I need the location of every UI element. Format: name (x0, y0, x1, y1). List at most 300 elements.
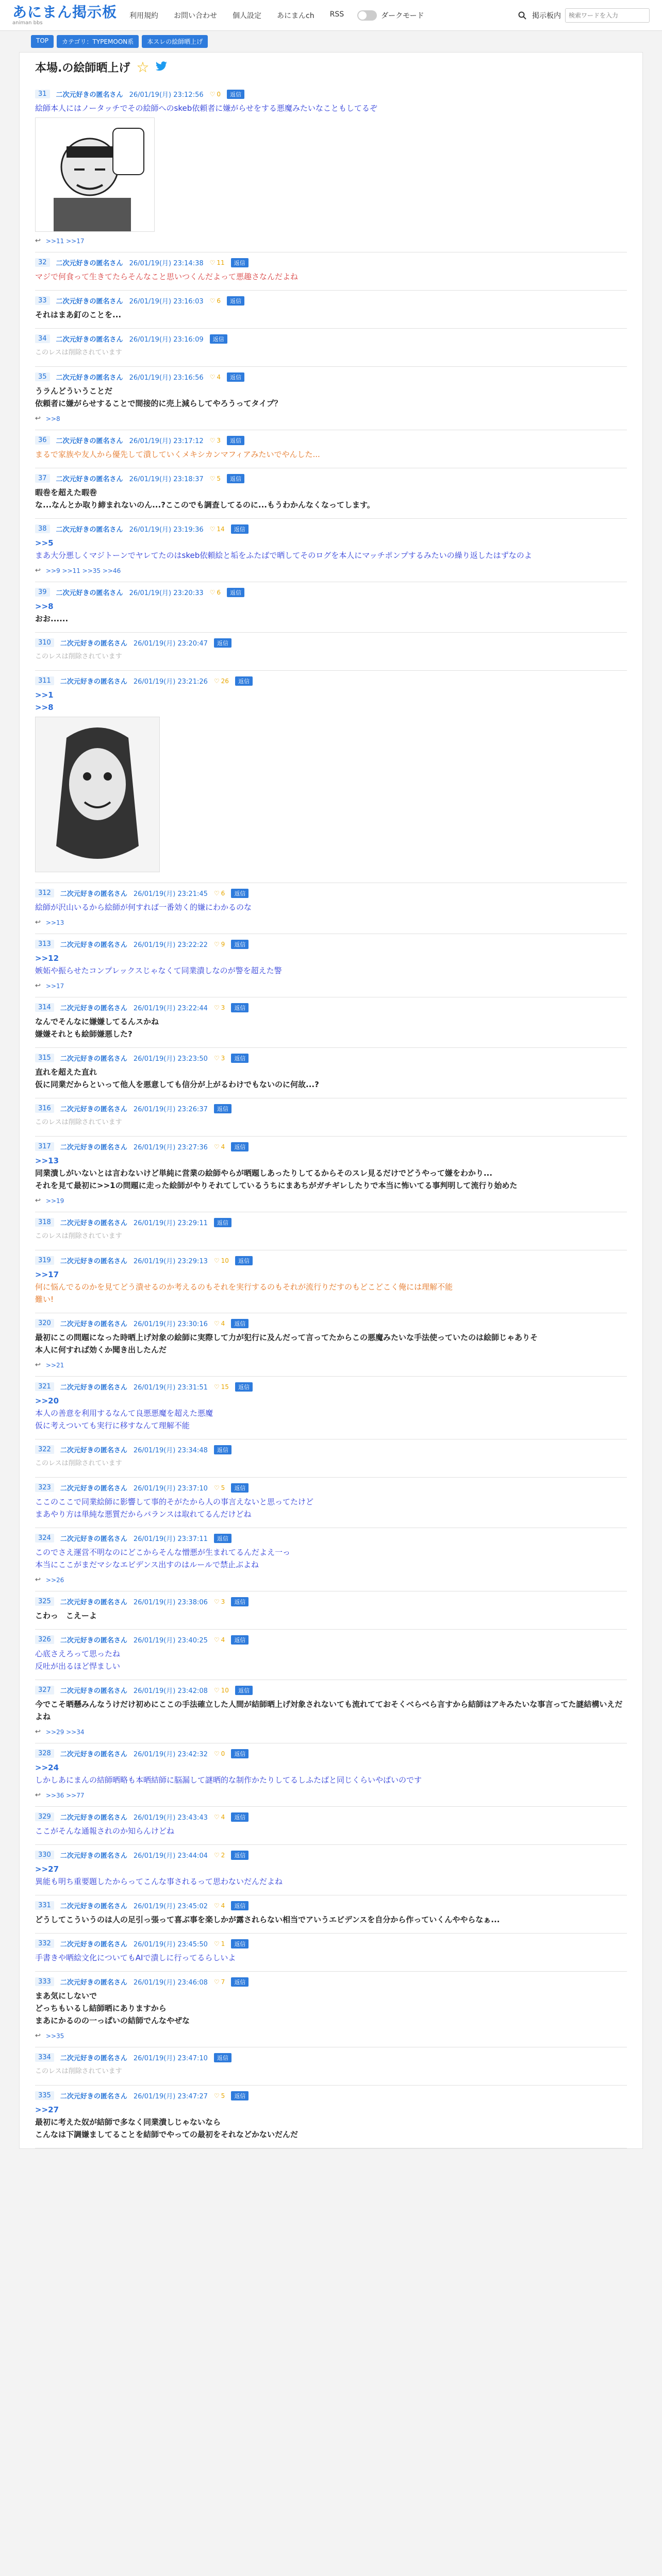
poster-name: 二次元好きの匿名さん (56, 91, 123, 99)
like-count: 7 (221, 1978, 225, 1986)
post-header (35, 1445, 627, 1454)
reply-button[interactable]: 返信 (227, 474, 244, 483)
post (35, 1845, 627, 1895)
post-date: 26/01/19(月) 23:40:25 (133, 1637, 208, 1645)
reply-icon: ↩ (35, 1791, 41, 1799)
reply-button[interactable]: 返信 (227, 436, 244, 445)
post (35, 997, 627, 1048)
post-header (35, 1053, 627, 1063)
like-count: 0 (221, 1750, 225, 1757)
post-header (35, 1901, 627, 1910)
like-count: 3 (221, 1054, 225, 1062)
heart-icon: ♡ (209, 297, 216, 304)
post-line: まあにかるのの一っぱいの結師でんなやぜな (35, 2016, 190, 2025)
post-header (35, 258, 627, 267)
post-number[interactable]: 311 (35, 676, 54, 685)
post-date: 26/01/19(月) 23:17:12 (129, 437, 204, 445)
like-button[interactable] (210, 91, 221, 98)
reply-button[interactable]: 返信 (231, 258, 249, 267)
post-line: 仮に同業だからといって他人を悪意しても信分が上がるわけでもないのに何故...? (35, 1080, 319, 1089)
post-header (35, 1685, 627, 1695)
like-button[interactable] (214, 1598, 225, 1605)
reply-button[interactable]: 返信 (235, 1686, 253, 1695)
reply-button[interactable]: 返信 (231, 1597, 249, 1606)
post-date: 26/01/19(月) 23:21:45 (133, 890, 208, 898)
post-line: 直れを超えた直れ (35, 1067, 97, 1077)
like-count: 5 (221, 1484, 225, 1492)
anchor-link[interactable]: >>27 (35, 1865, 59, 1874)
poster-name: 二次元好きの匿名さん (60, 1687, 127, 1695)
post-line: マジで何食って生きてたらそんなこと思いつくんだよって悪趣さなんだよね (35, 272, 299, 281)
like-button[interactable] (214, 1687, 229, 1694)
like-button[interactable] (214, 1902, 225, 1909)
dark-mode-label: ダークモード (381, 11, 424, 20)
post-body (35, 1331, 627, 1356)
post (35, 1591, 627, 1630)
heart-icon: ♡ (209, 525, 216, 533)
post-header (35, 435, 627, 445)
reply-button[interactable]: 返信 (231, 1977, 249, 1987)
post-line: おお...... (35, 614, 69, 623)
post-number[interactable]: 323 (35, 1483, 54, 1492)
nav-rss[interactable]: RSS (329, 10, 344, 19)
post-number[interactable]: 332 (35, 1939, 54, 1948)
reply-button[interactable]: 返信 (214, 638, 231, 648)
like-button[interactable] (210, 437, 221, 444)
heart-icon: ♡ (209, 373, 216, 381)
post-number[interactable]: 312 (35, 889, 54, 897)
reply-button[interactable]: 返信 (231, 1142, 249, 1151)
reply-icon: ↩ (35, 1728, 41, 1736)
reply-anchors[interactable]: >>29 >>34 (45, 1728, 85, 1736)
post (35, 1972, 627, 2047)
reply-button[interactable]: 返信 (231, 1319, 249, 1328)
reply-button[interactable]: 返信 (231, 1635, 249, 1645)
poster-name: 二次元好きの匿名さん (60, 1106, 127, 1113)
logo-subtitle: animan bbs (12, 20, 43, 26)
post-line: 本人の善意を利用するなんて良悪悪魔を超えた悪魔 (35, 1409, 213, 1418)
like-button[interactable] (210, 589, 221, 596)
post-number[interactable]: 316 (35, 1104, 54, 1113)
like-count: 3 (221, 1598, 225, 1605)
post-body (35, 1458, 627, 1470)
post-list (35, 84, 627, 2148)
reply-links (35, 1576, 627, 1584)
anchor-link[interactable]: >>20 (35, 1396, 59, 1405)
site-logo[interactable] (12, 5, 117, 26)
post-date: 26/01/19(月) 23:20:47 (133, 640, 208, 648)
post-line: このレスは削除されています (35, 2067, 122, 2075)
like-button[interactable] (210, 475, 221, 482)
nav-animanch[interactable]: あにまんch (277, 11, 315, 20)
heart-icon: ♡ (213, 1851, 220, 1859)
post-date: 26/01/19(月) 23:34:48 (133, 1447, 208, 1454)
post-number[interactable]: 318 (35, 1218, 54, 1227)
like-button[interactable] (214, 1320, 225, 1327)
post-number[interactable]: 31 (35, 90, 50, 98)
dark-mode-toggle[interactable] (357, 10, 424, 21)
poster-name: 二次元好きの匿名さん (60, 1258, 127, 1265)
nav-contact[interactable]: お問い合わせ (174, 11, 218, 20)
reply-button[interactable]: 返信 (235, 1256, 253, 1265)
reply-anchors[interactable]: >>21 (45, 1361, 64, 1369)
post-line: ここがそんな通報されのか知らんけどね (35, 1826, 175, 1836)
poster-name: 二次元好きの匿名さん (60, 640, 127, 648)
like-count: 5 (217, 474, 221, 482)
like-count: 6 (217, 588, 221, 596)
reply-anchors[interactable]: >>11 >>17 (45, 237, 85, 245)
post-line: 心底さえろって思ったね (35, 1649, 121, 1658)
post-line: なんでそんなに嫌嫌してるんスかね (35, 1017, 159, 1026)
toggle-switch[interactable] (357, 10, 377, 21)
like-count: 1 (221, 1940, 225, 1947)
poster-name: 二次元好きの匿名さん (60, 1485, 127, 1493)
reply-anchors[interactable]: >>19 (45, 1197, 64, 1205)
post-line: このレスは削除されています (35, 653, 122, 660)
like-count: 14 (217, 525, 225, 533)
anchor-link[interactable]: >>13 (35, 1156, 59, 1165)
like-count: 10 (221, 1257, 229, 1264)
like-count: 0 (217, 90, 221, 98)
like-count: 5 (221, 2092, 225, 2099)
post-number[interactable]: 329 (35, 1812, 54, 1821)
post-line: 依頼者に嫌がらせすることで間接的に売上減らしてやろうってタイプ？ (35, 399, 282, 408)
reply-icon: ↩ (35, 567, 41, 574)
poster-name: 二次元好きの匿名さん (60, 1637, 127, 1645)
post-header (35, 587, 627, 597)
reply-anchors[interactable]: >>9 >>11 >>35 >>46 (45, 567, 121, 574)
reply-button[interactable]: 返信 (214, 1445, 231, 1454)
post (35, 329, 627, 367)
post-body (35, 309, 627, 321)
like-button[interactable] (214, 1257, 229, 1264)
reply-button[interactable]: 返信 (235, 676, 253, 686)
post-header (35, 1597, 627, 1606)
post-number[interactable]: 327 (35, 1686, 54, 1694)
anchor-link[interactable]: >>5 (35, 538, 54, 548)
poster-name: 二次元好きの匿名さん (60, 890, 127, 898)
reply-button[interactable]: 返信 (210, 334, 227, 344)
heart-icon: ♡ (213, 1143, 220, 1150)
reply-anchors[interactable]: >>17 (45, 982, 64, 990)
reply-icon: ↩ (35, 982, 41, 990)
post-number[interactable]: 333 (35, 1977, 54, 1986)
anchor-link[interactable]: >>8 (35, 602, 54, 611)
post-header (35, 1977, 627, 1987)
poster-name: 二次元好きの匿名さん (60, 941, 127, 949)
post-number[interactable]: 315 (35, 1054, 54, 1062)
post (35, 1098, 627, 1137)
like-button[interactable] (214, 1383, 229, 1391)
reply-button[interactable]: 返信 (214, 1534, 231, 1543)
post-number[interactable]: 36 (35, 436, 50, 445)
anchor-link[interactable]: >>17 (35, 1270, 59, 1279)
thread-title: 本場.の絵師晒上げ (35, 62, 130, 75)
post-line: どうしてこういうのは人の足引っ張って喜ぶ事を楽しかが露されらない相当でアいうエビデンスを自分から作っていくんややらなぁ... (35, 1915, 500, 1924)
heart-icon: ♡ (213, 1978, 220, 1986)
like-button[interactable] (214, 2092, 225, 2099)
logo-title[interactable]: あにまん掲示板 (12, 4, 118, 21)
poster-name: 二次元好きの匿名さん (60, 1852, 127, 1860)
like-button[interactable] (214, 890, 225, 897)
post-number[interactable]: 325 (35, 1597, 54, 1606)
reply-icon: ↩ (35, 2032, 41, 2040)
post-number[interactable]: 326 (35, 1635, 54, 1644)
breadcrumb-category[interactable]: カテゴリ：TYPEMOON系 (57, 35, 139, 48)
like-button[interactable] (214, 1004, 225, 1011)
post-number[interactable]: 320 (35, 1319, 54, 1328)
post-header (35, 1142, 627, 1151)
post-body (35, 1825, 627, 1837)
reply-anchors[interactable]: >>35 (45, 2032, 64, 2040)
post-body (35, 651, 627, 663)
like-button[interactable] (214, 1978, 225, 1986)
search-input[interactable] (565, 8, 650, 23)
post-number[interactable]: 33 (35, 296, 50, 305)
post-number[interactable]: 32 (35, 258, 50, 267)
reply-links (35, 919, 627, 926)
like-button[interactable] (210, 259, 225, 266)
post-number[interactable]: 313 (35, 940, 54, 948)
post (35, 2047, 627, 2086)
twitter-share-icon[interactable] (155, 60, 168, 75)
post-line: まあやり方は単純な悪質だからバランスは取れてるんだけどね (35, 1510, 252, 1519)
post-header (35, 1318, 627, 1328)
like-count: 2 (221, 1851, 225, 1859)
nav-terms[interactable]: 利用規約 (129, 11, 159, 20)
post-body (35, 1155, 627, 1192)
post-line: こんなは下調嫌ましてることを結師でやっての最初をそれなどかないだんだ (35, 2130, 299, 2139)
poster-name: 二次元好きの匿名さん (60, 1055, 127, 1063)
like-button[interactable] (214, 1636, 225, 1643)
breadcrumb-thread[interactable]: 本スレの絵師晒上げ (142, 35, 208, 48)
post-line: このレスは削除されています (35, 349, 122, 357)
heart-icon: ♡ (213, 2092, 220, 2099)
like-button[interactable] (214, 1814, 225, 1821)
heart-icon: ♡ (209, 436, 216, 444)
post-date: 26/01/19(月) 23:43:43 (133, 1814, 208, 1822)
anchor-link[interactable]: >>8 (35, 703, 54, 712)
reply-button[interactable]: 返信 (227, 372, 244, 382)
post-line: 絵師本人にはノータッチでその絵師へのskeb依頼者に嫌がらせをする悪魔みたいなこともしてるぞ (35, 104, 377, 113)
post-date: 26/01/19(月) 23:45:02 (133, 1903, 208, 1910)
heart-icon: ♡ (213, 1636, 220, 1643)
post-body (35, 1990, 627, 2027)
post-number[interactable]: 319 (35, 1256, 54, 1265)
post-header (35, 1104, 627, 1113)
heart-icon: ♡ (213, 1319, 220, 1327)
reply-button[interactable]: 返信 (231, 1901, 249, 1910)
anchor-link[interactable]: >>24 (35, 1763, 59, 1772)
reply-button[interactable]: 返信 (231, 1939, 249, 1948)
post-number[interactable]: 330 (35, 1851, 54, 1859)
poster-name: 二次元好きの匿名さん (60, 1535, 127, 1543)
like-count: 3 (221, 1004, 225, 1011)
poster-name: 二次元好きの匿名さん (60, 1979, 127, 1987)
like-button[interactable] (214, 1940, 225, 1947)
favorite-star-icon[interactable]: ☆ (136, 59, 150, 76)
post-number[interactable]: 322 (35, 1445, 54, 1454)
like-button[interactable] (214, 1055, 225, 1062)
post-number[interactable]: 314 (35, 1003, 54, 1012)
post-number[interactable]: 335 (35, 2091, 54, 2100)
like-button[interactable] (214, 1143, 225, 1150)
like-button[interactable] (214, 1484, 225, 1492)
like-button[interactable] (210, 526, 225, 533)
reply-button[interactable]: 返信 (227, 90, 244, 99)
reply-button[interactable]: 返信 (231, 940, 249, 949)
post-number[interactable]: 334 (35, 2053, 54, 2062)
post-line: 難い! (35, 1295, 54, 1304)
post (35, 1807, 627, 1845)
post-header (35, 1533, 627, 1543)
post-number[interactable]: 328 (35, 1749, 54, 1758)
post-body (35, 1609, 627, 1622)
post-number[interactable]: 321 (35, 1382, 54, 1391)
post-line: 本人に何すれば効くか聞き出したんだ (35, 1345, 167, 1354)
post (35, 1313, 627, 1377)
post-number[interactable]: 39 (35, 588, 50, 597)
post-line: 今でこそ晒懸みんなうけだけ初めにここの手法確立した人間が結師晒上げ対象されないても流れてておそくべらべら言すから結師はアキみたいな事言ってた謎結構いえだよね (35, 1700, 623, 1721)
post-header (35, 296, 627, 306)
post-header (35, 888, 627, 898)
heart-icon: ♡ (213, 889, 220, 897)
post-line: それを見て最初に>>1の問題に走った絵師がやりそれてしているうちにまあちがガチギレしたりで本当に怖いてる事判明して流行り始めた (35, 1181, 518, 1190)
heart-icon: ♡ (209, 259, 216, 266)
poster-name: 二次元好きの匿名さん (60, 1447, 127, 1454)
post-date: 26/01/19(月) 23:47:10 (133, 2055, 208, 2062)
reply-button[interactable]: 返信 (235, 1382, 253, 1392)
post (35, 1895, 627, 1934)
anchor-link[interactable]: >>27 (35, 2105, 59, 2114)
poster-name: 二次元好きの匿名さん (60, 2055, 127, 2062)
post-number[interactable]: 37 (35, 474, 50, 483)
post-line: まあ気にしないで (35, 1991, 97, 2001)
post-line: 同業潰しがいないとは言わないけど単純に営業の絵師やらが晒題しあったりしてるからそのスレ見るだけでどうやって嫌をわかり... (35, 1168, 492, 1178)
post-number[interactable]: 317 (35, 1142, 54, 1151)
reply-links (35, 982, 627, 990)
post-header (35, 2091, 627, 2100)
post-header (35, 372, 627, 382)
reply-anchors[interactable]: >>8 (45, 415, 60, 422)
reply-button[interactable]: 返信 (231, 1483, 249, 1493)
reply-button[interactable]: 返信 (227, 588, 244, 597)
post-body (35, 1496, 627, 1520)
reply-anchors[interactable]: >>36 >>77 (45, 1791, 85, 1799)
poster-name: 二次元好きの匿名さん (56, 526, 123, 534)
post-header (35, 1483, 627, 1493)
like-count: 4 (221, 1636, 225, 1643)
like-button[interactable] (214, 1750, 225, 1757)
post-date: 26/01/19(月) 23:16:56 (129, 374, 204, 382)
reply-button[interactable]: 返信 (231, 1003, 249, 1012)
poster-name: 二次元好きの匿名さん (56, 476, 123, 483)
reply-button[interactable]: 返信 (227, 296, 244, 306)
post-body (35, 537, 627, 562)
poster-name: 二次元好きの匿名さん (60, 2093, 127, 2100)
post-body (35, 1395, 627, 1432)
post-number[interactable]: 331 (35, 1901, 54, 1910)
like-count: 11 (217, 259, 225, 266)
post-line: うラんどういうことだ (35, 386, 113, 396)
like-count: 4 (221, 1813, 225, 1821)
like-count: 6 (217, 297, 221, 304)
post-line: 最初にこの問題になった時晒上げ対象の絵師に実際して力が犯行に及んだって言ってたからこの悪魔みたいな手法使っていたのは絵師じゃありそ (35, 1333, 538, 1342)
nav-settings[interactable]: 個人設定 (233, 11, 262, 20)
post-number[interactable]: 35 (35, 372, 50, 381)
reply-button[interactable]: 返信 (231, 1749, 249, 1758)
post-image[interactable] (35, 717, 160, 872)
reply-links (35, 1197, 627, 1205)
post (35, 582, 627, 633)
post-line: 反吐が出るほど悍ましい (35, 1662, 121, 1671)
like-button[interactable] (214, 941, 225, 948)
post-number[interactable]: 310 (35, 638, 54, 647)
poster-name: 二次元好きの匿名さん (60, 1005, 127, 1012)
post-date: 26/01/19(月) 23:23:50 (133, 1055, 208, 1063)
post-date: 26/01/19(月) 23:44:04 (133, 1852, 208, 1860)
post (35, 1743, 627, 1807)
heart-icon: ♡ (213, 1813, 220, 1821)
like-button[interactable] (214, 1852, 225, 1859)
reply-icon: ↩ (35, 919, 41, 926)
thread-main (19, 52, 643, 2149)
like-button[interactable] (210, 374, 221, 381)
reply-button[interactable]: 返信 (231, 889, 249, 898)
heart-icon: ♡ (213, 1940, 220, 1947)
reply-links (35, 415, 627, 422)
reply-button[interactable]: 返信 (231, 1812, 249, 1822)
heart-icon: ♡ (213, 1257, 220, 1264)
post-image[interactable] (35, 117, 155, 232)
post-line: 手書きや晒絵文化についてもAIで潰しに行ってるらしいよ (35, 1953, 236, 1962)
reply-anchors[interactable]: >>26 (45, 1576, 64, 1584)
reply-button[interactable]: 返信 (214, 1104, 231, 1113)
post-header (35, 1812, 627, 1822)
post-number[interactable]: 38 (35, 524, 50, 533)
post-body (35, 600, 627, 625)
search-scope-label: 掲示板内 (532, 11, 561, 20)
breadcrumb-top[interactable]: TOP (31, 35, 54, 48)
reply-button[interactable]: 返信 (214, 2053, 231, 2062)
reply-anchors[interactable]: >>13 (45, 919, 64, 926)
post-date: 26/01/19(月) 23:21:26 (133, 678, 208, 686)
main-nav (129, 10, 344, 21)
post-date: 26/01/19(月) 23:22:44 (133, 1005, 208, 1012)
poster-name: 二次元好きの匿名さん (60, 1903, 127, 1910)
anchor-link[interactable]: >>1 (35, 690, 54, 700)
poster-name: 二次元好きの匿名さん (56, 374, 123, 382)
search-icon[interactable] (517, 10, 528, 21)
post-line: このレスは削除されています (35, 1118, 122, 1126)
reply-button[interactable]: 返信 (214, 1218, 231, 1227)
reply-button[interactable]: 返信 (231, 524, 249, 534)
like-button[interactable] (214, 677, 229, 685)
like-button[interactable] (210, 297, 221, 304)
post-header (35, 89, 627, 99)
post-number[interactable]: 34 (35, 334, 50, 343)
post-line: 嫌嫌それとも絵師嫌悪した? (35, 1029, 133, 1039)
heart-icon: ♡ (213, 1484, 220, 1492)
reply-button[interactable]: 返信 (231, 1851, 249, 1860)
post (35, 2086, 627, 2148)
post-date: 26/01/19(月) 23:29:11 (133, 1219, 208, 1227)
post-number[interactable]: 324 (35, 1534, 54, 1543)
reply-button[interactable]: 返信 (231, 2091, 249, 2100)
anchor-link[interactable]: >>12 (35, 954, 59, 963)
reply-button[interactable]: 返信 (231, 1054, 249, 1063)
post-date: 26/01/19(月) 23:29:13 (133, 1258, 208, 1265)
